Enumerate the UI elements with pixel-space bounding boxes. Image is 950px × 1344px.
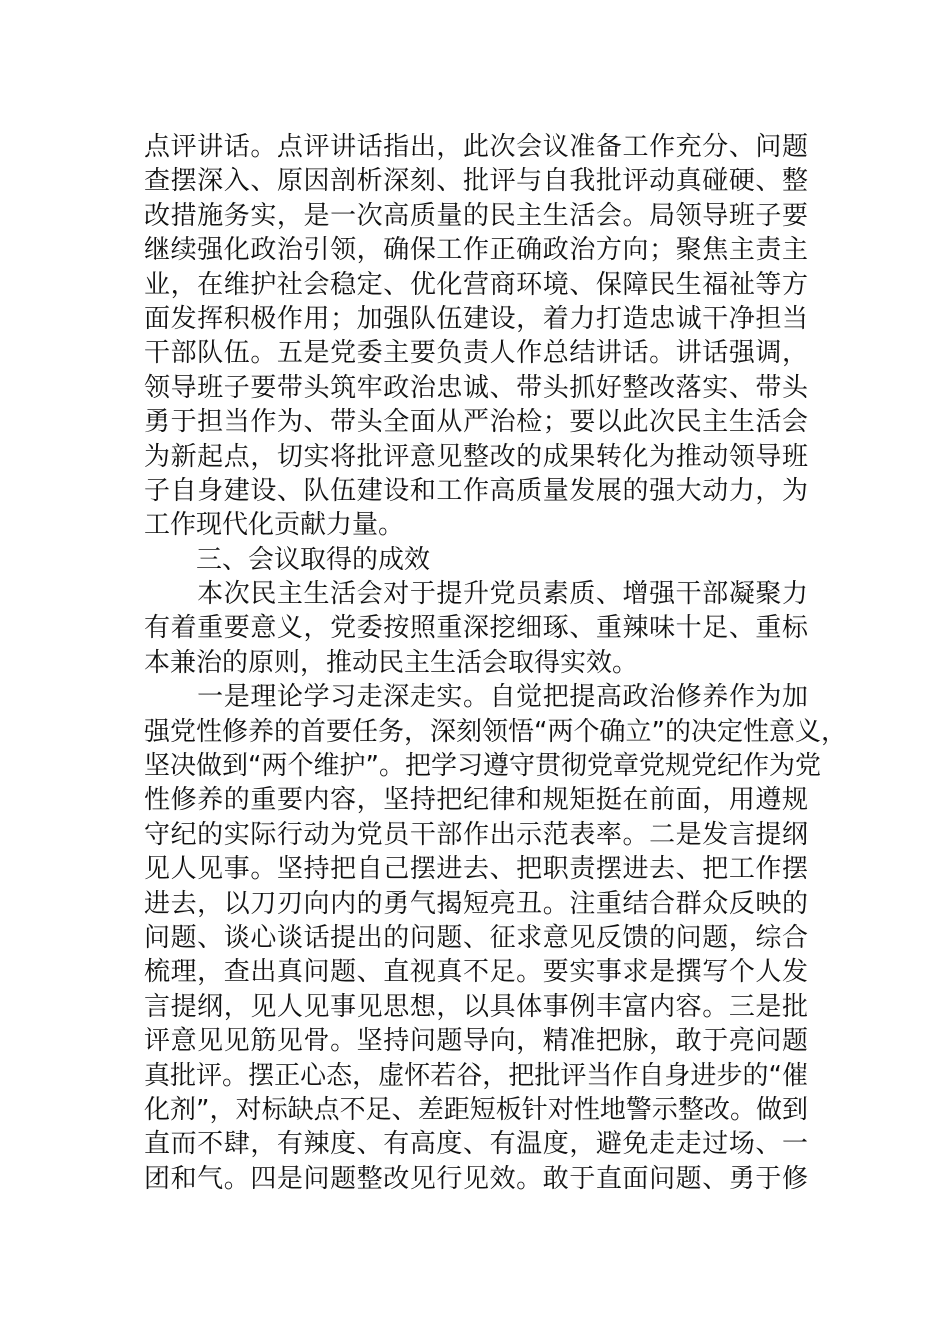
text-line: 改措施务实，是一次高质量的民主生活会。局领导班子要 (144, 200, 808, 231)
text-line: 领导班子要带头筑牢政治忠诚、带头抓好整改落实、带头 (144, 372, 808, 403)
text-line: 强党性修养的首要任务，深刻领悟“两个确立”的决定性意义， (144, 716, 847, 747)
text-line: 本次民主生活会对于提升党员素质、增强干部凝聚力 (144, 579, 808, 610)
text-line: 性修养的重要内容，坚持把纪律和规矩挺在前面，用遵规 (144, 785, 808, 816)
text-line: 继续强化政治引领，确保工作正确政治方向；聚焦主责主 (144, 235, 808, 266)
document-body (144, 130, 847, 1196)
text-line: 勇于担当作为、带头全面从严治检；要以此次民主生活会 (144, 407, 808, 438)
text-line: 梳理，查出真问题、直视真不足。要实事求是撰写个人发 (144, 957, 808, 988)
text-line: 本兼治的原则，推动民主生活会取得实效。 (144, 647, 639, 678)
text-line: 守纪的实际行动为党员干部作出示范表率。二是发言提纲 (144, 819, 808, 850)
text-line: 业，在维护社会稳定、优化营商环境、保障民生福祉等方 (144, 269, 808, 300)
text-line: 进去，以刀刃向内的勇气揭短亮丑。注重结合群众反映的 (144, 888, 808, 919)
text-line: 查摆深入、原因剖析深刻、批评与自我批评动真碰硬、整 (144, 166, 808, 197)
text-line: 评意见见筋见骨。坚持问题导向，精准把脉，敢于亮问题 (144, 1026, 808, 1057)
text-line: 问题、谈心谈话提出的问题、征求意见反馈的问题，综合 (144, 922, 808, 953)
text-line: 工作现代化贡献力量。 (144, 510, 405, 541)
text-line: 有着重要意义，党委按照重深挖细琢、重辣味十足、重标 (144, 613, 808, 644)
text-line: 子自身建设、队伍建设和工作高质量发展的强大动力，为 (144, 475, 808, 506)
text-line: 真批评。摆正心态，虚怀若谷，把批评当作自身进步的“催 (144, 1060, 808, 1091)
text-line: 团和气。四是问题整改见行见效。敢于直面问题、勇于修 (144, 1163, 808, 1194)
text-line: 言提纲，见人见事见思想，以具体事例丰富内容。三是批 (144, 991, 808, 1022)
text-line: 干部队伍。五是党委主要负责人作总结讲话。讲话强调， (144, 338, 808, 369)
text-line: 坚决做到“两个维护”。把学习遵守贯彻党章党规党纪作为党 (144, 751, 821, 782)
text-line: 见人见事。坚持把自己摆进去、把职责摆进去、把工作摆 (144, 854, 808, 885)
section-heading: 三、会议取得的成效 (144, 544, 431, 575)
text-line: 为新起点，切实将批评意见整改的成果转化为推动领导班 (144, 441, 808, 472)
text-line: 面发挥积极作用；加强队伍建设，着力打造忠诚干净担当 (144, 303, 808, 334)
text-line: 一是理论学习走深走实。自觉把提高政治修养作为加 (144, 682, 808, 713)
text-line: 直而不肆，有辣度、有高度、有温度，避免走走过场、一 (144, 1129, 808, 1160)
text-line: 化剂”，对标缺点不足、差距短板针对性地警示整改。做到 (144, 1094, 808, 1125)
text-line: 点评讲话。点评讲话指出，此次会议准备工作充分、问题 (144, 132, 808, 162)
